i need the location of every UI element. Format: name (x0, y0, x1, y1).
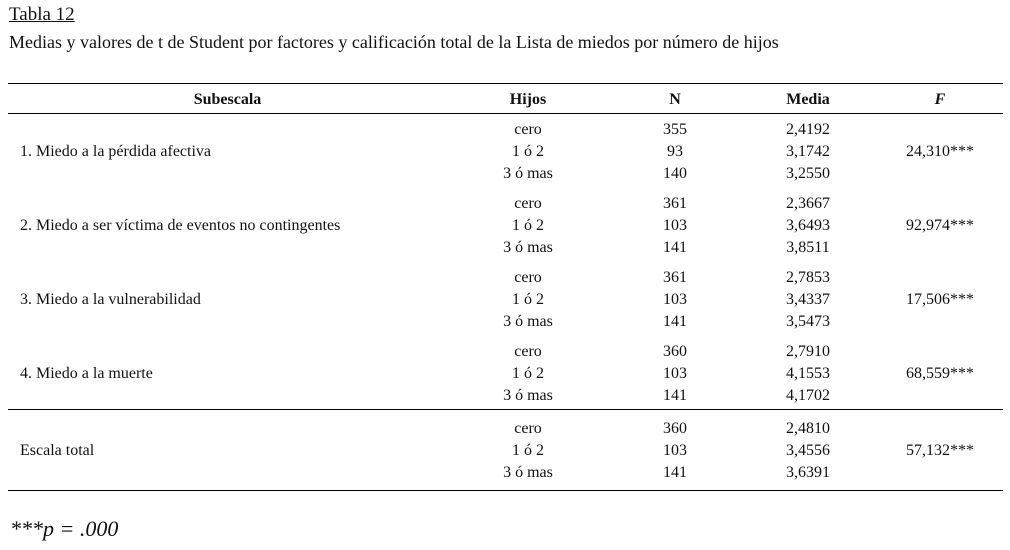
media-cell: 3,6493 (786, 217, 830, 234)
subscale-label: 2. Miedo a ser víctima de eventos no contingentes (20, 217, 341, 234)
header-f: F (934, 91, 946, 108)
hijos-cell: 3 ó mas (503, 313, 553, 330)
table-subtitle: Medias y valores de t de Student por factores y calificación total de la Lista de miedos por número de hijos (9, 32, 779, 52)
f-value: 57,132*** (906, 442, 974, 459)
hijos-cell: 1 ó 2 (512, 365, 544, 382)
n-cell: 103 (663, 217, 687, 234)
n-cell: 141 (663, 239, 687, 256)
header-hijos: Hijos (509, 91, 547, 108)
media-cell: 2,7910 (786, 343, 830, 360)
header-subescala: Subescala (193, 91, 262, 108)
media-cell: 4,1553 (786, 365, 830, 382)
media-cell: 2,4810 (786, 420, 830, 437)
media-cell: 3,2550 (786, 165, 830, 182)
n-cell: 141 (663, 313, 687, 330)
total-rule (8, 409, 1003, 410)
n-cell: 360 (663, 420, 687, 437)
hijos-cell: 1 ó 2 (512, 217, 544, 234)
hijos-cell: cero (514, 121, 542, 138)
header-n: N (669, 91, 681, 108)
hijos-cell: 3 ó mas (503, 165, 553, 182)
f-value: 24,310*** (906, 143, 974, 160)
hijos-cell: 1 ó 2 (512, 291, 544, 308)
subscale-label: 4. Miedo a la muerte (20, 365, 153, 382)
table-title: Tabla 12 (9, 4, 75, 25)
header-rule (8, 113, 1003, 114)
hijos-cell: 1 ó 2 (512, 143, 544, 160)
subscale-label: 1. Miedo a la pérdida afectiva (20, 143, 212, 160)
n-cell: 93 (667, 143, 683, 160)
n-cell: 360 (663, 343, 687, 360)
table-group (0, 267, 1010, 333)
subscale-label: Escala total (20, 442, 95, 459)
media-cell: 2,4192 (786, 121, 830, 138)
n-cell: 355 (663, 121, 687, 138)
hijos-cell: 3 ó mas (503, 387, 553, 404)
f-value: 92,974*** (906, 217, 974, 234)
media-cell: 3,1742 (786, 143, 830, 160)
hijos-cell: cero (514, 269, 542, 286)
hijos-cell: 3 ó mas (503, 464, 553, 481)
n-cell: 140 (663, 165, 687, 182)
n-cell: 103 (663, 365, 687, 382)
hijos-cell: cero (514, 420, 542, 437)
table-group (0, 193, 1010, 259)
f-value: 68,559*** (906, 365, 974, 382)
media-cell: 3,5473 (786, 313, 830, 330)
hijos-cell: 3 ó mas (503, 239, 553, 256)
media-cell: 2,3667 (786, 195, 830, 212)
table-group-total (0, 418, 1010, 484)
n-cell: 141 (663, 387, 687, 404)
top-rule (8, 83, 1003, 84)
media-cell: 3,6391 (786, 464, 830, 481)
table-group (0, 119, 1010, 185)
n-cell: 103 (663, 291, 687, 308)
media-cell: 2,7853 (786, 269, 830, 286)
n-cell: 361 (663, 269, 687, 286)
table-group (0, 341, 1010, 407)
hijos-cell: cero (514, 343, 542, 360)
hijos-cell: cero (514, 195, 542, 212)
media-cell: 3,4337 (786, 291, 830, 308)
media-cell: 4,1702 (786, 387, 830, 404)
significance-note: ***p = .000 (10, 516, 119, 541)
hijos-cell: 1 ó 2 (512, 442, 544, 459)
subscale-label: 3. Miedo a la vulnerabilidad (20, 291, 201, 308)
bottom-rule (8, 490, 1003, 491)
header-media: Media (786, 91, 830, 108)
n-cell: 103 (663, 442, 687, 459)
n-cell: 141 (663, 464, 687, 481)
f-value: 17,506*** (906, 291, 974, 308)
media-cell: 3,4556 (786, 442, 830, 459)
n-cell: 361 (663, 195, 687, 212)
media-cell: 3,8511 (786, 239, 830, 256)
